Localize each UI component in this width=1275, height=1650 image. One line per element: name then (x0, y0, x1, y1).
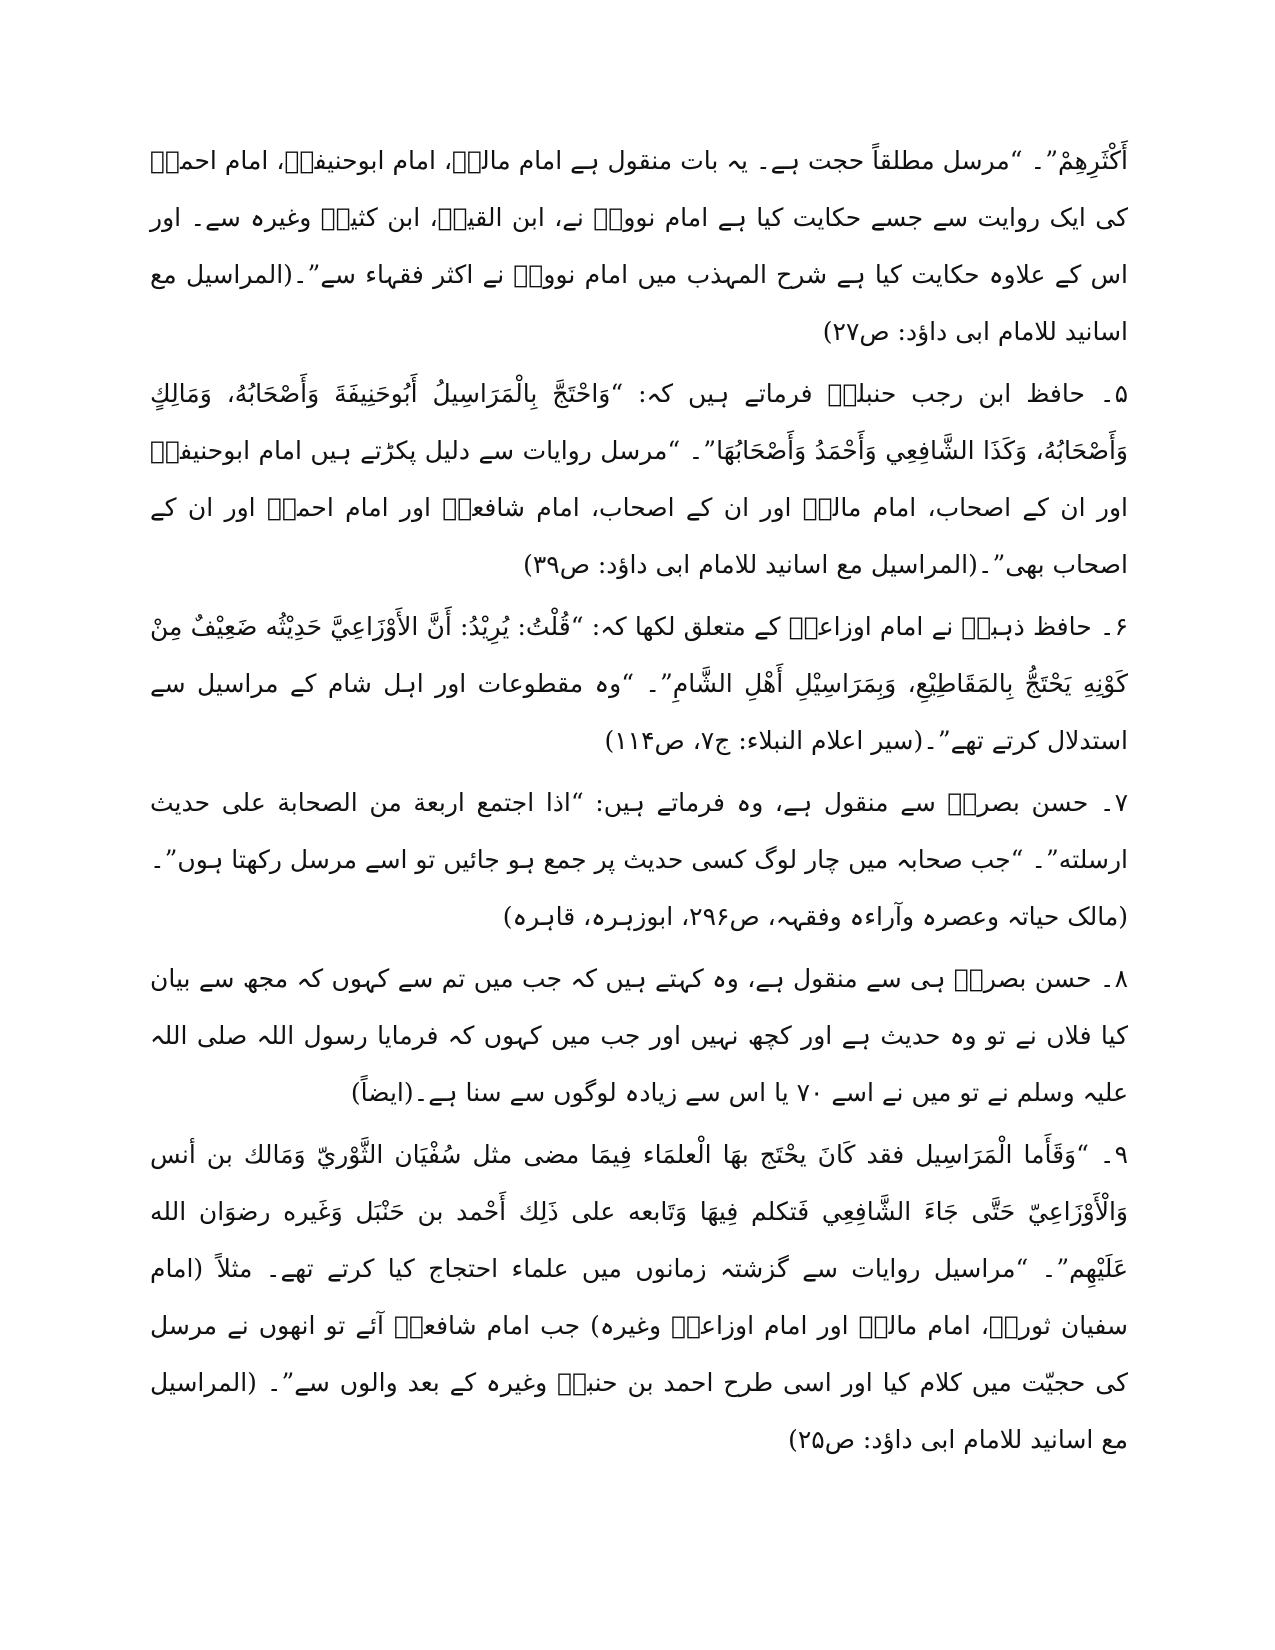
paragraph-9-marasil: ۹۔ “وَقَأَما الْمَرَاسِيل فقد كَانَ يحْتَج بهَا الْعلمَاء فِيمَا مضى مثل سُفْيَان الثَّوْريّ وَمَالك بن أنس وَالْأَوْزَاعِيّ حَتَّى جَاءَ الشَّافِعِي فَتكلم فِيهَا وَتَابعه على ذَلِك أَحْمد بن حَنْبَل وَغَيره رضوَان الله عَلَيْهِم”۔ “مراسیل روایات سے گزشتہ زمانوں میں علماء احتجاج کیا کرتے تھے۔ مثلاً (امام سفیان ثوریؒ، امام مالکؒ اور امام اوزاعیؒ وغیرہ) جب امام شافعیؒ آئے تو انھوں نے مرسل کی حجیّت میں کلام کیا اور اسی طرح احمد بن حنبلؒ وغیرہ کے بعد والوں سے”۔ (المراسیل مع اسانید للامام ابی داؤد: ص۲۵) (150, 1140, 1128, 1454)
paragraph-intro-continuation: أَكْثَرِهِمْ”۔ “مرسل مطلقاً حجت ہے۔ یہ بات منقول ہے امام مالکؒ، امام ابوحنیفہؒ، امام احمدؒ کی ایک روایت سے جسے حکایت کیا ہے امام نوویؒ نے، ابن القیمؒ، ابن کثیرؒ وغیرہ سے۔ اور اس کے علاوہ حکایت کیا ہے شرح المہذب میں امام نوویؒ نے اکثر فقہاء سے”۔(المراسیل مع اسانید للامام ابی داؤد: ص۲۷) (150, 146, 1128, 346)
paragraph-5-ibn-rajab: ۵۔ حافظ ابن رجب حنبلیؒ فرماتے ہیں کہ: “وَاحْتَجَّ بِالْمَرَاسِيلُ أَبُوحَنِيفَةَ وَأَصْحَابُهُ، وَمَالِكٍ وَأَصْحَابُهُ، وَكَذَا الشَّافِعِي وَأَحْمَدُ وَأَصْحَابُهَا”۔ “مرسل روایات سے دلیل پکڑتے ہیں امام ابوحنیفہؒ اور ان کے اصحاب، امام مالکؒ اور ان کے اصحاب، امام شافعیؒ اور امام احمدؒ اور ان کے اصحاب بھی”۔(المراسیل مع اسانید للامام ابی داؤد: ص۳۹) (150, 379, 1128, 579)
paragraph-6-dhahabi: ۶۔ حافظ ذہبیؒ نے امام اوزاعیؒ کے متعلق لکھا کہ: “قُلْتُ: يُرِيْدُ: أَنَّ الأَوْزَاعِيَّ حَدِيْثُه ضَعِيْفٌ مِنْ كَوْنِهِ يَحْتَجُّ بِالمَقَاطِيْعِ، وَبِمَرَاسِيْلِ أَهْلِ الشَّامِ”۔ “وہ مقطوعات اور اہل شام کے مراسیل سے استدلال کرتے تھے”۔(سیر اعلام النبلاء: ج۷، ص۱۱۴) (150, 612, 1128, 755)
paragraph-7-hasan-basri: ۷۔ حسن بصریؒ سے منقول ہے، وہ فرماتے ہیں: “اذا اجتمع اربعة من الصحابة على حديث ارسلته”۔ “جب صحابہ میں چار لوگ کسی حدیث پر جمع ہو جائیں تو اسے مرسل رکھتا ہوں”۔(مالک حیاتہ وعصرہ وآراءہ وفقہہ، ص۲۹۶، ابوزہرہ، قاہرہ) (150, 788, 1128, 931)
document-body (150, 132, 1128, 1468)
paragraph-8-hasan-basri: ۸۔ حسن بصریؒ ہی سے منقول ہے، وہ کہتے ہیں کہ جب میں تم سے کہوں کہ مجھ سے بیان کیا فلاں نے تو وہ حدیث ہے اور کچھ نہیں اور جب میں کہوں کہ فرمایا رسول اللہ صلی اللہ علیہ وسلم نے تو میں نے اسے ۷۰ یا اس سے زیادہ لوگوں سے سنا ہے۔(ایضاً) (150, 964, 1128, 1107)
